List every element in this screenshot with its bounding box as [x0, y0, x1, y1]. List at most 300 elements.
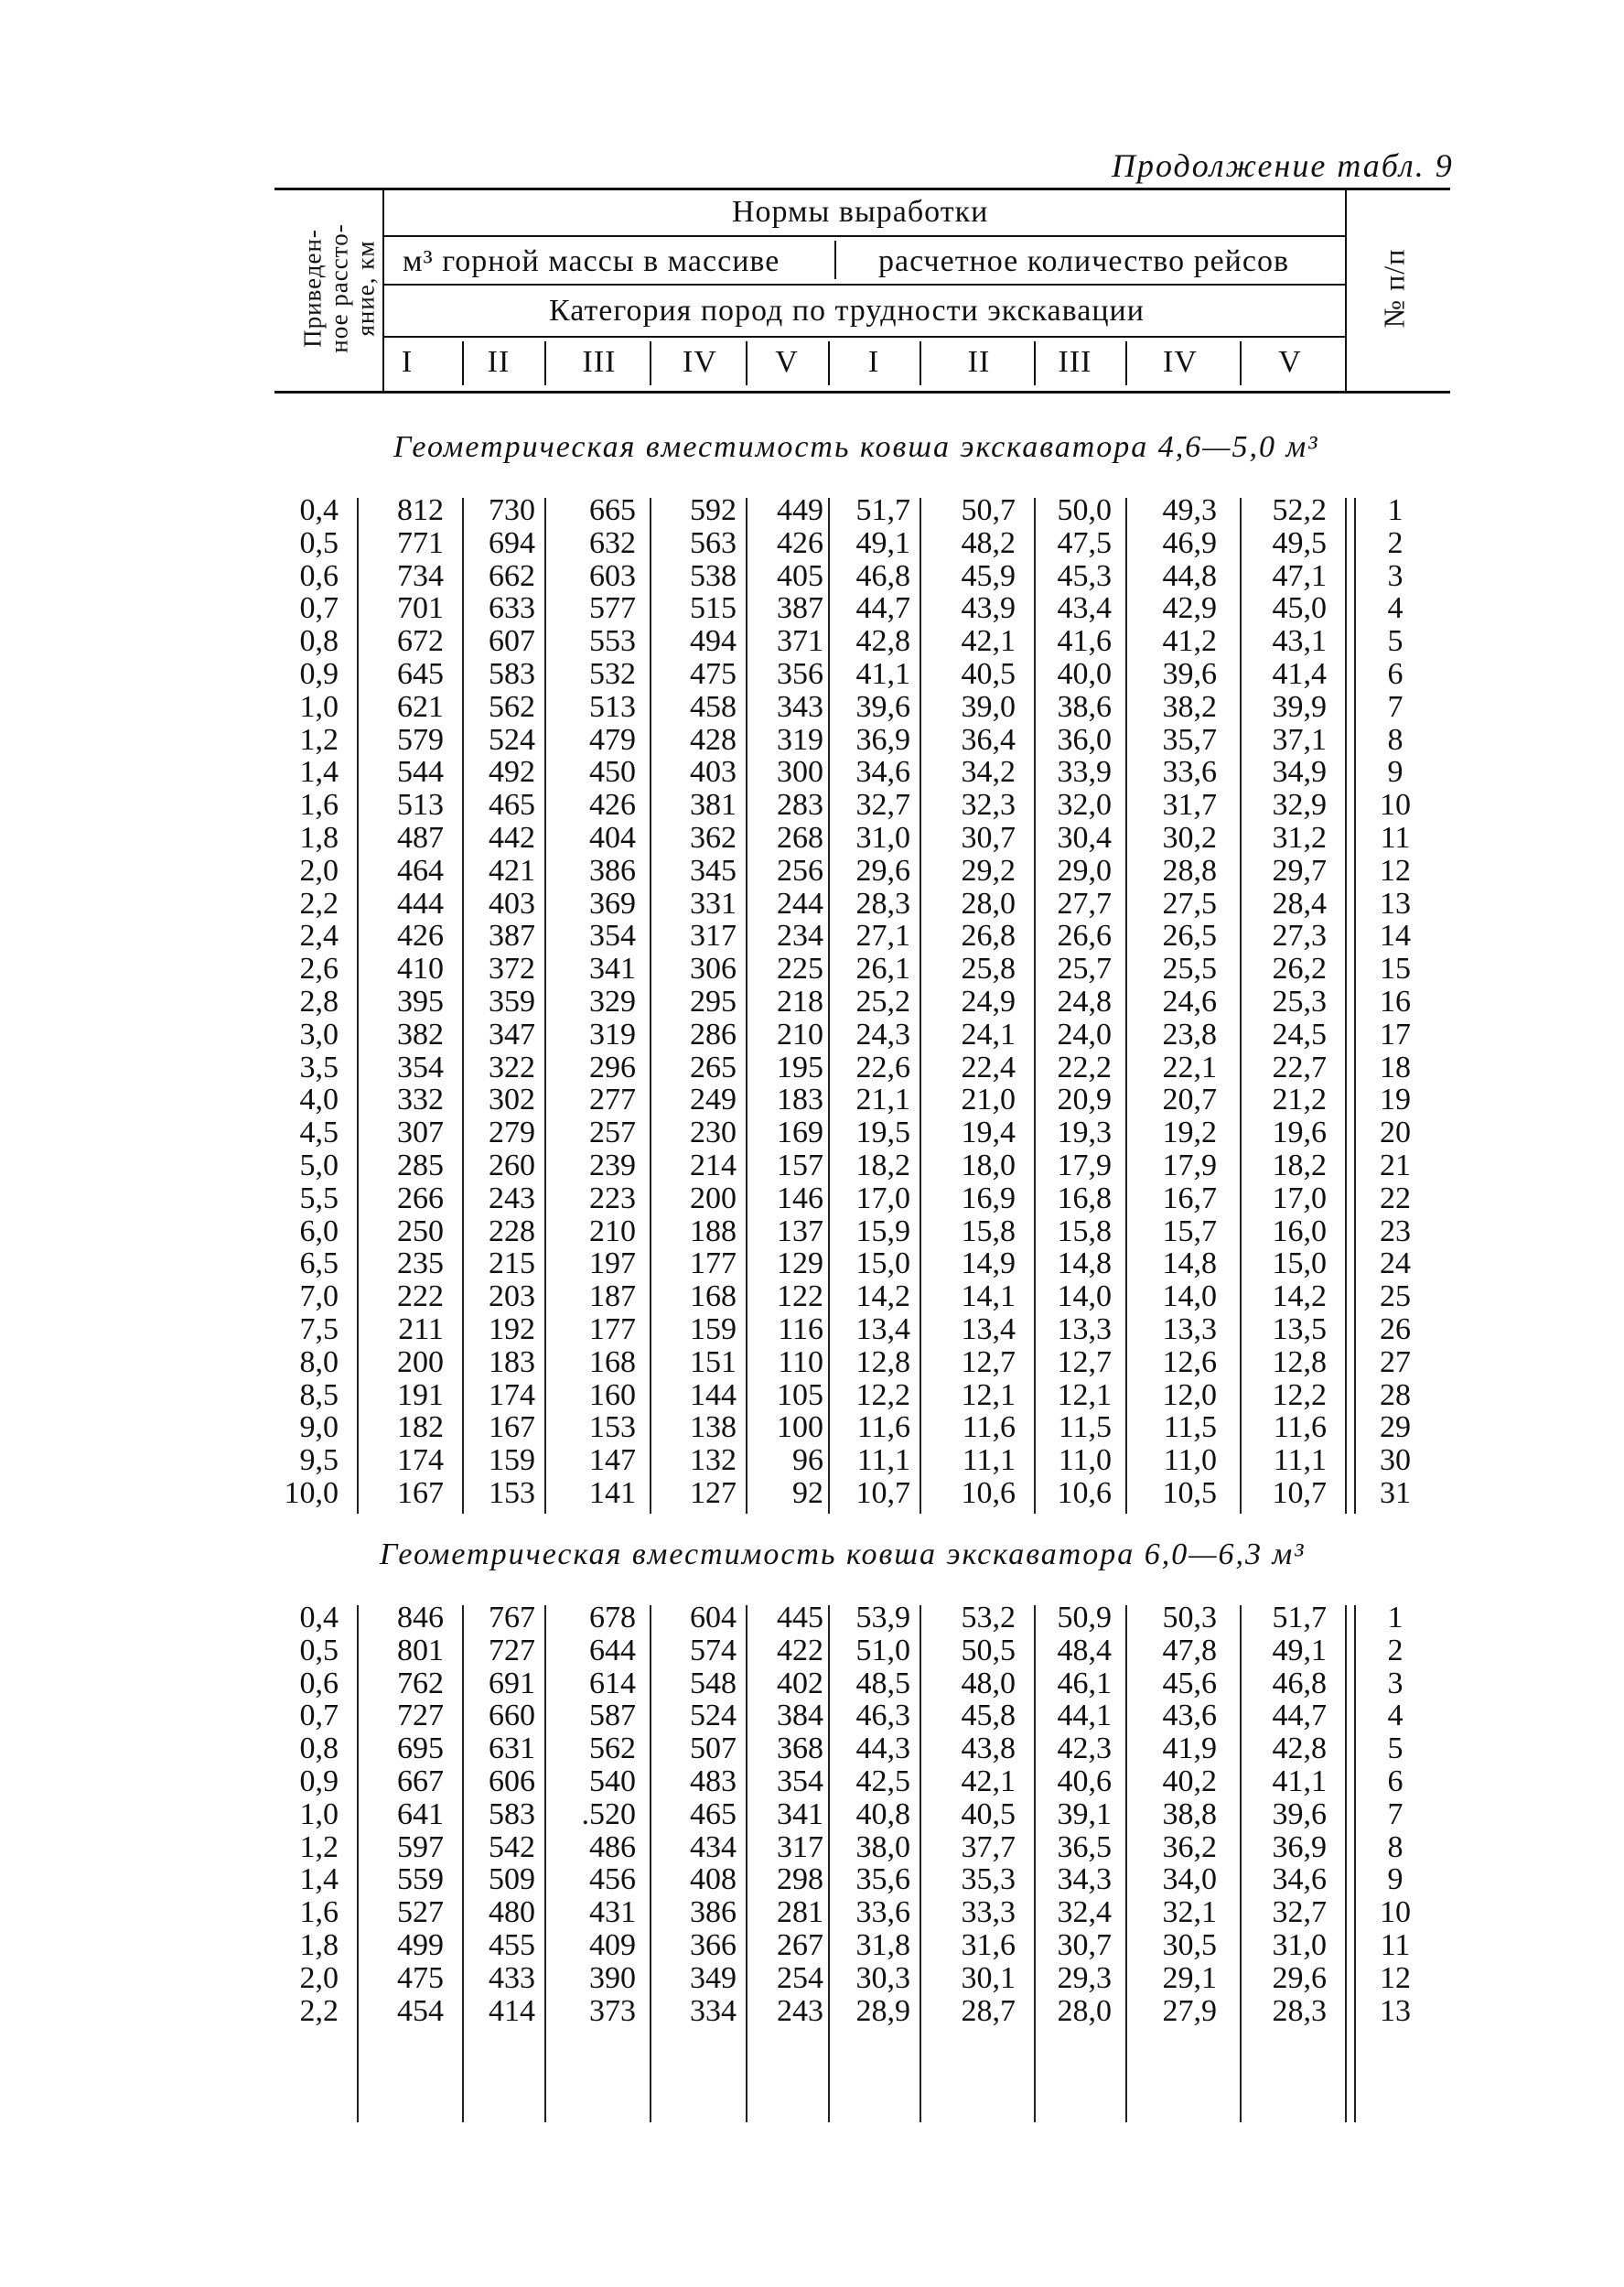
value-cell: 26,6	[1057, 919, 1112, 954]
value-cell: 475	[690, 657, 737, 691]
value-cell: 387	[777, 591, 823, 626]
value-cell: 32,7	[855, 788, 910, 823]
value-cell: 268	[777, 821, 823, 855]
value-cell: 257	[589, 1116, 636, 1150]
value-cell: 53,9	[855, 1601, 910, 1634]
value-cell: 153	[489, 1476, 535, 1510]
row-number-cell: 22	[1380, 1181, 1411, 1215]
column-divider	[1240, 1605, 1242, 2122]
row-number-cell: 4	[1387, 591, 1404, 626]
value-cell: 24,1	[961, 1017, 1016, 1052]
value-cell: 18,2	[1272, 1149, 1327, 1182]
value-cell: 12,8	[1272, 1344, 1327, 1379]
continuation-label: Продолжение табл. 9	[1112, 147, 1454, 184]
value-cell: 19,3	[1057, 1116, 1112, 1150]
value-cell: 20,7	[1162, 1083, 1217, 1117]
value-cell: 182	[397, 1410, 444, 1445]
value-cell: 286	[690, 1017, 737, 1052]
value-cell: 110	[778, 1344, 823, 1379]
value-cell: 37,1	[1272, 722, 1327, 757]
value-cell: 30,5	[1162, 1928, 1217, 1962]
value-cell: 410	[397, 952, 444, 987]
value-cell: 235	[397, 1246, 444, 1281]
value-cell: 277	[589, 1083, 636, 1117]
row-number-cell: 9	[1387, 1862, 1404, 1897]
column-divider	[1125, 498, 1127, 1514]
value-cell: 279	[489, 1116, 535, 1150]
column-divider	[650, 1605, 651, 2122]
value-cell: 44,7	[855, 591, 910, 626]
row-number-header: № п/п	[1377, 248, 1411, 329]
value-cell: 334	[690, 1993, 737, 2028]
value-cell: 494	[690, 624, 737, 659]
value-cell: 250	[397, 1214, 444, 1248]
distance-cell: 2,2	[299, 1993, 339, 2028]
value-cell: 21,0	[961, 1083, 1016, 1117]
value-cell: 38,0	[855, 1829, 910, 1864]
value-cell: 486	[589, 1829, 636, 1864]
value-cell: 354	[777, 1764, 823, 1798]
value-cell: 11,0	[1058, 1443, 1112, 1478]
value-cell: 19,4	[961, 1116, 1016, 1150]
distance-cell: 1,0	[299, 1796, 339, 1831]
distance-cell: 1,8	[299, 821, 339, 855]
value-cell: 29,0	[1057, 853, 1112, 888]
value-cell: 14,8	[1057, 1246, 1112, 1281]
value-cell: 239	[589, 1149, 636, 1182]
value-cell: 13,4	[961, 1312, 1016, 1346]
value-cell: 29,6	[855, 853, 910, 888]
value-cell: 52,2	[1272, 493, 1327, 527]
value-cell: 331	[690, 886, 737, 921]
table-header	[274, 188, 1450, 394]
value-cell: 381	[690, 788, 737, 823]
category-header-0: I	[401, 345, 414, 379]
value-cell: 632	[589, 525, 636, 560]
value-cell: 105	[777, 1377, 823, 1412]
value-cell: 26,5	[1162, 919, 1217, 954]
value-cell: 36,0	[1057, 722, 1112, 757]
value-cell: 428	[690, 722, 737, 757]
value-cell: 317	[777, 1829, 823, 1864]
value-cell: 244	[777, 886, 823, 921]
value-cell: 24,6	[1162, 985, 1217, 1019]
value-cell: 14,9	[961, 1246, 1016, 1281]
value-cell: 544	[397, 755, 444, 790]
column-divider	[920, 1605, 921, 2122]
value-cell: 43,4	[1057, 591, 1112, 626]
value-cell: 25,3	[1272, 985, 1327, 1019]
value-cell: 479	[589, 722, 636, 757]
distance-cell: 0,6	[299, 1666, 339, 1700]
value-cell: 174	[397, 1443, 444, 1478]
value-cell: 562	[489, 689, 535, 724]
value-cell: 169	[777, 1116, 823, 1150]
distance-cell: 1,4	[299, 1862, 339, 1897]
value-cell: 10,7	[855, 1476, 910, 1510]
value-cell: 43,1	[1272, 624, 1327, 659]
value-cell: 39,6	[1272, 1796, 1327, 1831]
value-cell: 44,8	[1162, 558, 1217, 593]
value-cell: 129	[777, 1246, 823, 1281]
value-cell: 11,5	[1058, 1410, 1112, 1445]
row-number-cell: 13	[1380, 1993, 1411, 2028]
value-cell: 40,5	[961, 1796, 1016, 1831]
value-cell: 15,8	[1057, 1214, 1112, 1248]
value-cell: 302	[489, 1083, 535, 1117]
value-cell: 449	[777, 493, 823, 527]
value-cell: 14,1	[961, 1279, 1016, 1314]
value-cell: 343	[777, 689, 823, 724]
value-cell: 295	[690, 985, 737, 1019]
value-cell: 442	[489, 821, 535, 855]
value-cell: 405	[777, 558, 823, 593]
value-cell: 20,9	[1057, 1083, 1112, 1117]
value-cell: 29,3	[1057, 1960, 1112, 1995]
value-cell: 515	[690, 591, 737, 626]
value-cell: 46,1	[1057, 1666, 1112, 1700]
value-cell: 16,9	[961, 1181, 1016, 1215]
value-cell: 40,6	[1057, 1764, 1112, 1798]
value-cell: 50,5	[961, 1633, 1016, 1667]
value-cell: 767	[489, 1601, 535, 1634]
value-cell: 132	[690, 1443, 737, 1478]
value-cell: 266	[397, 1181, 444, 1215]
value-cell: 475	[397, 1960, 444, 1995]
value-cell: 11,6	[856, 1410, 910, 1445]
row-number-cell: 19	[1380, 1083, 1411, 1117]
value-cell: 14,2	[1272, 1279, 1327, 1314]
row-number-cell: 23	[1380, 1214, 1411, 1248]
value-cell: 27,9	[1162, 1993, 1217, 2028]
value-cell: 548	[690, 1666, 737, 1700]
value-cell: 96	[792, 1443, 823, 1478]
row-number-cell: 8	[1387, 722, 1404, 757]
value-cell: 329	[589, 985, 636, 1019]
value-cell: 23,8	[1162, 1017, 1217, 1052]
row-number-cell: 8	[1387, 1829, 1404, 1864]
value-cell: 587	[589, 1699, 636, 1733]
value-cell: 607	[489, 624, 535, 659]
value-cell: 157	[777, 1149, 823, 1182]
value-cell: 222	[397, 1279, 444, 1314]
value-cell: 45,9	[961, 558, 1016, 593]
value-cell: 28,8	[1162, 853, 1217, 888]
value-cell: 47,5	[1057, 525, 1112, 560]
value-cell: 30,4	[1057, 821, 1112, 855]
value-cell: 22,4	[961, 1050, 1016, 1084]
value-cell: 230	[690, 1116, 737, 1150]
value-cell: 33,9	[1057, 755, 1112, 790]
distance-cell: 1,6	[299, 788, 339, 823]
value-cell: 223	[589, 1181, 636, 1215]
value-cell: 31,8	[855, 1928, 910, 1962]
row-number-cell: 3	[1387, 1666, 1404, 1700]
value-cell: 159	[690, 1312, 737, 1346]
value-cell: 49,1	[855, 525, 910, 560]
value-cell: 465	[489, 788, 535, 823]
value-cell: 24,0	[1057, 1017, 1112, 1052]
distance-cell: 0,8	[299, 1731, 339, 1766]
row-number-cell: 31	[1380, 1476, 1411, 1510]
value-cell: 44,1	[1057, 1699, 1112, 1733]
value-cell: 36,2	[1162, 1829, 1217, 1864]
value-cell: 691	[489, 1666, 535, 1700]
row-number-cell: 11	[1380, 1928, 1411, 1962]
distance-cell: 2,8	[299, 985, 339, 1019]
column-divider	[1240, 498, 1242, 1514]
distance-cell: 8,5	[299, 1377, 339, 1412]
value-cell: 444	[397, 886, 444, 921]
category-header-3: IV	[683, 345, 717, 379]
distance-cell: 5,5	[299, 1181, 339, 1215]
value-cell: 39,1	[1057, 1796, 1112, 1831]
value-cell: 660	[489, 1699, 535, 1733]
value-cell: 45,0	[1272, 591, 1327, 626]
value-cell: 771	[397, 525, 444, 560]
value-cell: 356	[777, 657, 823, 691]
value-cell: 28,3	[855, 886, 910, 921]
value-cell: 29,7	[1272, 853, 1327, 888]
row-number-cell: 17	[1380, 1017, 1411, 1052]
value-cell: 260	[489, 1149, 535, 1182]
value-cell: 13,5	[1272, 1312, 1327, 1346]
value-cell: 265	[690, 1050, 737, 1084]
value-cell: 592	[690, 493, 737, 527]
value-cell: 147	[589, 1443, 636, 1478]
value-cell: 27,1	[855, 919, 910, 954]
value-cell: 499	[397, 1928, 444, 1962]
value-cell: 631	[489, 1731, 535, 1766]
row-number-cell: 4	[1387, 1699, 1404, 1733]
value-cell: 11,6	[962, 1410, 1016, 1445]
value-cell: 524	[690, 1699, 737, 1733]
value-cell: 42,8	[1272, 1731, 1327, 1766]
value-cell: 35,3	[961, 1862, 1016, 1897]
value-cell: 341	[777, 1796, 823, 1831]
value-cell: 362	[690, 821, 737, 855]
value-cell: 583	[489, 1796, 535, 1831]
value-cell: 200	[690, 1181, 737, 1215]
value-cell: 672	[397, 624, 444, 659]
column-divider	[1345, 1605, 1347, 2122]
value-cell: 513	[589, 689, 636, 724]
value-cell: 559	[397, 1862, 444, 1897]
value-cell: 540	[589, 1764, 636, 1798]
value-cell: 583	[489, 657, 535, 691]
value-cell: 41,9	[1162, 1731, 1217, 1766]
value-cell: 122	[777, 1279, 823, 1314]
category-header-1: II	[487, 345, 511, 379]
distance-cell: 0,7	[299, 591, 339, 626]
row-number-cell: 10	[1380, 788, 1411, 823]
row-number-cell: 30	[1380, 1443, 1411, 1478]
value-cell: 17,0	[855, 1181, 910, 1215]
category-title: Категория пород по трудности экскавации	[549, 294, 1145, 328]
value-cell: 183	[777, 1083, 823, 1117]
column-divider	[1345, 498, 1347, 1514]
distance-cell: 2,0	[299, 1960, 339, 1995]
value-cell: 191	[397, 1377, 444, 1412]
section-caption: Геометрическая вместимость ковша экскаватора 6,0—6,3 м³	[380, 1537, 1306, 1571]
value-cell: 30,3	[855, 1960, 910, 1995]
value-cell: 695	[397, 1731, 444, 1766]
distance-cell: 5,0	[299, 1149, 339, 1182]
value-cell: 667	[397, 1764, 444, 1798]
value-cell: 243	[777, 1993, 823, 2028]
value-cell: 26,8	[961, 919, 1016, 954]
value-cell: 34,3	[1057, 1862, 1112, 1897]
row-number-cell: 2	[1387, 1633, 1404, 1667]
value-cell: 234	[777, 919, 823, 954]
value-cell: 16,0	[1272, 1214, 1327, 1248]
row-number-cell: 7	[1387, 1796, 1404, 1831]
value-cell: 267	[777, 1928, 823, 1962]
value-cell: 31,7	[1162, 788, 1217, 823]
value-cell: 127	[690, 1476, 737, 1510]
value-cell: 300	[777, 755, 823, 790]
value-cell: 39,0	[961, 689, 1016, 724]
column-divider	[1125, 1605, 1127, 2122]
row-number-cell: 15	[1380, 952, 1411, 987]
distance-column-header: Приведен- ное рассто- яние, км	[298, 223, 380, 353]
row-number-cell: 5	[1387, 1731, 1404, 1766]
value-cell: 137	[777, 1214, 823, 1248]
value-cell: 27,5	[1162, 886, 1217, 921]
value-cell: 43,6	[1162, 1699, 1217, 1733]
value-cell: 177	[589, 1312, 636, 1346]
row-number-cell: 12	[1380, 1960, 1411, 1995]
value-cell: 92	[792, 1476, 823, 1510]
value-cell: 492	[489, 755, 535, 790]
value-cell: 621	[397, 689, 444, 724]
distance-cell: 7,5	[299, 1312, 339, 1346]
value-cell: 151	[690, 1344, 737, 1379]
value-cell: 160	[589, 1377, 636, 1412]
value-cell: 39,6	[855, 689, 910, 724]
value-cell: 36,9	[1272, 1829, 1327, 1864]
value-cell: 167	[489, 1410, 535, 1445]
value-cell: 24,5	[1272, 1017, 1327, 1052]
value-cell: 414	[489, 1993, 535, 2028]
value-cell: 37,7	[961, 1829, 1016, 1864]
value-cell: 371	[777, 624, 823, 659]
value-cell: 22,6	[855, 1050, 910, 1084]
value-cell: 409	[589, 1928, 636, 1962]
value-cell: 168	[690, 1279, 737, 1314]
value-cell: 16,8	[1057, 1181, 1112, 1215]
value-cell: 641	[397, 1796, 444, 1831]
distance-cell: 6,0	[299, 1214, 339, 1248]
value-cell: 214	[690, 1149, 737, 1182]
norms-title: Нормы выработки	[732, 195, 989, 229]
distance-cell: 0,5	[299, 525, 339, 560]
value-cell: 345	[690, 853, 737, 888]
value-cell: 168	[589, 1344, 636, 1379]
value-cell: 167	[397, 1476, 444, 1510]
value-cell: 12,6	[1162, 1344, 1217, 1379]
value-cell: 11,1	[856, 1443, 910, 1478]
column-divider	[920, 498, 921, 1514]
value-cell: 47,1	[1272, 558, 1327, 593]
value-cell: 606	[489, 1764, 535, 1798]
value-cell: 203	[489, 1279, 535, 1314]
value-cell: 144	[690, 1377, 737, 1412]
column-divider	[650, 498, 651, 1514]
row-number-cell: 14	[1380, 919, 1411, 954]
row-number-cell: 1	[1387, 493, 1404, 527]
value-cell: 12,2	[1272, 1377, 1327, 1412]
value-cell: 243	[489, 1181, 535, 1215]
value-cell: 210	[589, 1214, 636, 1248]
value-cell: 174	[489, 1377, 535, 1412]
value-cell: 41,1	[1272, 1764, 1327, 1798]
value-cell: 12,7	[1057, 1344, 1112, 1379]
value-cell: 450	[589, 755, 636, 790]
value-cell: 285	[397, 1149, 444, 1182]
distance-cell: 0,7	[299, 1699, 339, 1733]
distance-cell: 6,5	[299, 1246, 339, 1281]
value-cell: 18,2	[855, 1149, 910, 1182]
value-cell: 12,1	[1057, 1377, 1112, 1412]
value-cell: 426	[589, 788, 636, 823]
value-cell: 50,7	[961, 493, 1016, 527]
row-number-cell: 13	[1380, 886, 1411, 921]
distance-cell: 8,0	[299, 1344, 339, 1379]
value-cell: 34,9	[1272, 755, 1327, 790]
row-number-cell: 29	[1380, 1410, 1411, 1445]
value-cell: 215	[489, 1246, 535, 1281]
value-cell: 445	[777, 1601, 823, 1634]
row-number-cell: 9	[1387, 755, 1404, 790]
category-header-6: II	[967, 345, 991, 379]
value-cell: 30,7	[961, 821, 1016, 855]
value-cell: 50,0	[1057, 493, 1112, 527]
value-cell: 16,7	[1162, 1181, 1217, 1215]
value-cell: 384	[777, 1699, 823, 1733]
value-cell: 404	[589, 821, 636, 855]
value-cell: 159	[489, 1443, 535, 1478]
value-cell: 433	[489, 1960, 535, 1995]
distance-cell: 1,4	[299, 755, 339, 790]
value-cell: 225	[777, 952, 823, 987]
value-cell: 35,7	[1162, 722, 1217, 757]
value-cell: 40,5	[961, 657, 1016, 691]
category-header-9: V	[1278, 345, 1302, 379]
value-cell: 426	[397, 919, 444, 954]
value-cell: 33,3	[961, 1895, 1016, 1930]
value-cell: 382	[397, 1017, 444, 1052]
distance-cell: 2,4	[299, 919, 339, 954]
value-cell: 28,0	[961, 886, 1016, 921]
value-cell: 373	[589, 1993, 636, 2028]
value-cell: 368	[777, 1731, 823, 1766]
value-cell: 27,3	[1272, 919, 1327, 954]
distance-cell: 0,6	[299, 558, 339, 593]
value-cell: 45,6	[1162, 1666, 1217, 1700]
value-cell: 138	[690, 1410, 737, 1445]
row-number-cell: 3	[1387, 558, 1404, 593]
value-cell: 454	[397, 1993, 444, 2028]
value-cell: 395	[397, 985, 444, 1019]
distance-cell: 1,8	[299, 1928, 339, 1962]
value-cell: 730	[489, 493, 535, 527]
value-cell: 12,0	[1162, 1377, 1217, 1412]
section-caption: Геометрическая вместимость ковша экскаватора 4,6—5,0 м³	[393, 430, 1319, 464]
value-cell: 25,7	[1057, 952, 1112, 987]
value-cell: 372	[489, 952, 535, 987]
value-cell: 42,5	[855, 1764, 910, 1798]
